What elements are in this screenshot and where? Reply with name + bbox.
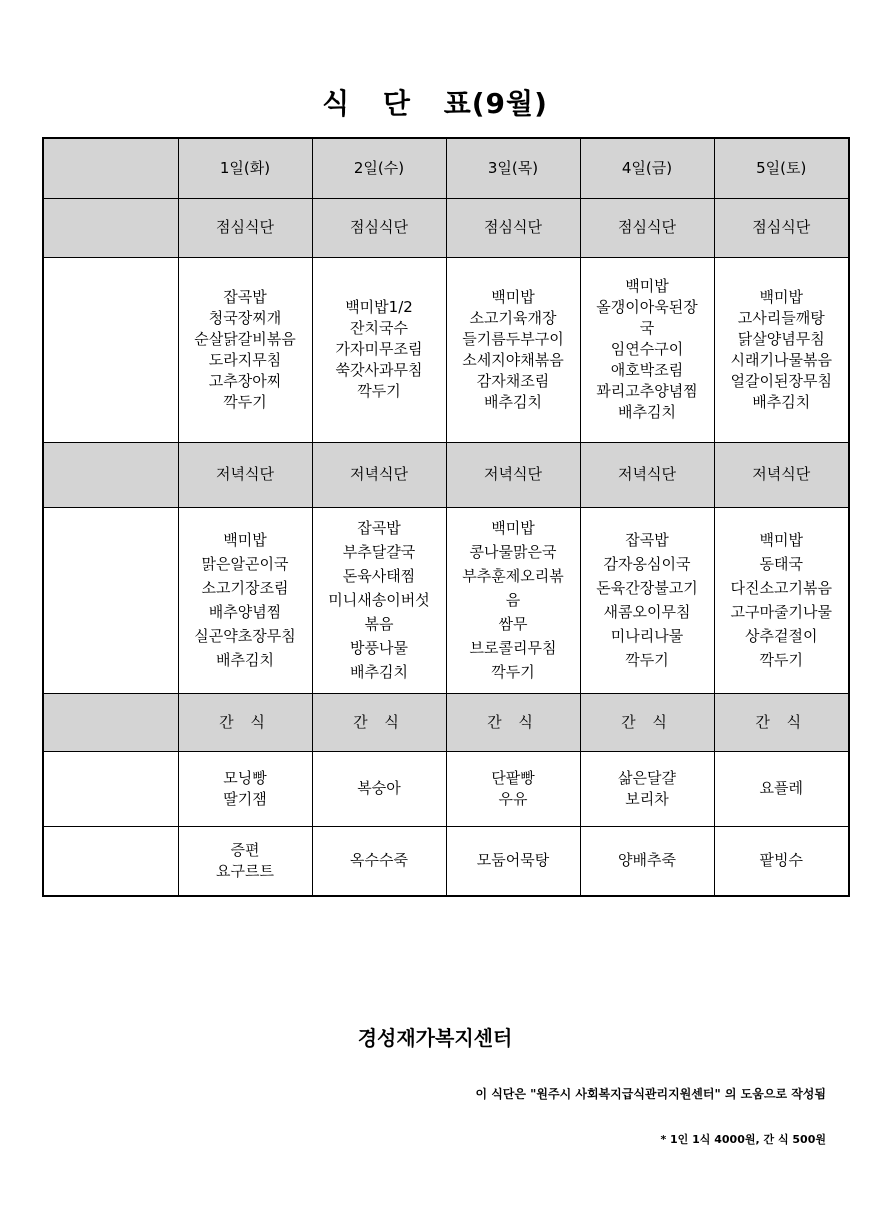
menu-item: 쑥갓사과무침 xyxy=(335,361,423,379)
menu-item: 잡곡밥 xyxy=(223,287,267,306)
menu-item: 꽈리고추양념찜 xyxy=(596,382,698,400)
menu-item: 백미밥 xyxy=(491,287,535,306)
menu-item: 소고기육개장 xyxy=(469,308,557,327)
snack-label: 간 식 xyxy=(446,693,580,751)
menu-item: 다진소고기볶음 xyxy=(730,579,832,597)
menu-item: 올갱이아욱된장 xyxy=(596,298,698,316)
snack-cell xyxy=(446,826,580,896)
menu-item: 모닝빵 xyxy=(223,768,267,787)
menu-item: 브로콜리무침 xyxy=(469,639,557,657)
snack-cell xyxy=(312,826,446,896)
menu-item: 순살닭갈비볶음 xyxy=(194,329,296,348)
menu-item: 감자채조림 xyxy=(476,371,550,390)
menu-item: 배추양념찜 xyxy=(208,603,282,621)
dinner-label: 저녁식단 xyxy=(714,442,849,507)
menu-item: 미나리나물 xyxy=(610,627,684,645)
menu-item: 고추장아찌 xyxy=(208,371,282,390)
row-label-cell xyxy=(43,751,178,826)
menu-item: 딸기잼 xyxy=(223,789,267,808)
lunch-menu-row xyxy=(43,257,849,442)
menu-item: 임연수구이 xyxy=(610,340,684,358)
menu-item: 소고기장조림 xyxy=(201,579,289,597)
menu-item: 쌈무 xyxy=(498,615,528,633)
menu-item: 실곤약초장무침 xyxy=(194,627,296,645)
menu-item: 백미밥 xyxy=(759,531,803,549)
menu-item: 부추훈제오리볶 xyxy=(462,567,564,585)
snack-cell xyxy=(580,751,714,826)
menu-item: 잡곡밥 xyxy=(625,531,669,549)
snack-cell xyxy=(714,826,849,896)
menu-item: 배추김치 xyxy=(350,663,408,681)
page-title: 식 단 표(9월) xyxy=(322,87,548,120)
dinner-menu-cell xyxy=(312,507,446,693)
lunch-menu-cell xyxy=(312,257,446,442)
day-header: 2일(수) xyxy=(312,138,446,198)
lunch-label: 점심식단 xyxy=(714,198,849,257)
menu-item: 우유 xyxy=(498,789,528,808)
menu-item: 배추김치 xyxy=(484,392,542,411)
menu-item: 깍두기 xyxy=(223,392,267,411)
day-header: 4일(금) xyxy=(580,138,714,198)
snack-label: 간 식 xyxy=(580,693,714,751)
lunch-menu-cell xyxy=(178,257,312,442)
menu-item: 단팥빵 xyxy=(491,768,535,787)
menu-item: 백미밥 xyxy=(491,519,535,537)
lunch-menu-cell xyxy=(446,257,580,442)
snack-cell xyxy=(580,826,714,896)
menu-item: 새콤오이무침 xyxy=(603,603,691,621)
menu-item: 들기름두부구이 xyxy=(462,329,564,348)
menu-item: 애호박조림 xyxy=(610,361,684,379)
menu-item: 부추달걀국 xyxy=(342,543,416,561)
menu-item: 방풍나물 xyxy=(350,639,408,657)
menu-item: 상추겉절이 xyxy=(745,627,818,645)
dinner-label: 저녁식단 xyxy=(178,442,312,507)
snack-cell xyxy=(714,751,849,826)
dinner-label-row xyxy=(43,442,849,507)
menu-item: 고사리들깨탕 xyxy=(737,308,825,327)
menu-item: 깍두기 xyxy=(491,663,535,681)
menu-item: 복숭아 xyxy=(357,779,401,797)
menu-item: 맑은알곤이국 xyxy=(201,555,289,573)
snack-row-1 xyxy=(43,751,849,826)
menu-item: 국 xyxy=(639,319,655,337)
dinner-label: 저녁식단 xyxy=(446,442,580,507)
menu-item: 잡곡밥 xyxy=(357,519,401,537)
day-header-row xyxy=(43,138,849,198)
menu-item: 감자옹심이국 xyxy=(603,555,691,573)
menu-item: 깍두기 xyxy=(625,651,669,669)
snack-cell xyxy=(178,826,312,896)
center-name: 경성재가복지센터 xyxy=(357,1026,513,1050)
lunch-label: 점심식단 xyxy=(580,198,714,257)
row-label-cell xyxy=(43,507,178,693)
dinner-menu-cell xyxy=(714,507,849,693)
menu-item: 요플레 xyxy=(759,779,803,797)
row-label-cell xyxy=(43,198,178,257)
snack-cell xyxy=(446,751,580,826)
dinner-label: 저녁식단 xyxy=(312,442,446,507)
snack-cell xyxy=(312,751,446,826)
price-note: * 1인 1식 4000원, 간 식 500원 xyxy=(660,1133,826,1146)
menu-item: 소세지야채볶음 xyxy=(462,350,564,369)
snack-label: 간 식 xyxy=(312,693,446,751)
menu-item: 백미밥 xyxy=(759,287,803,306)
menu-item: 백미밥 xyxy=(223,531,267,549)
lunch-label: 점심식단 xyxy=(312,198,446,257)
lunch-menu-cell xyxy=(714,257,849,442)
menu-item: 가자미무조림 xyxy=(335,340,423,358)
menu-item: 얼갈이된장무침 xyxy=(730,371,832,390)
row-label-cell xyxy=(43,693,178,751)
menu-item: 잔치국수 xyxy=(350,319,408,337)
menu-item: 깍두기 xyxy=(759,651,803,669)
menu-item: 모둠어묵탕 xyxy=(476,851,550,870)
source-note: 이 식단은 "원주시 사회복지급식관리지원센터" 의 도움으로 작성됨 xyxy=(475,1087,826,1101)
menu-item: 돈육간장불고기 xyxy=(596,579,698,597)
day-header: 3일(목) xyxy=(446,138,580,198)
menu-table xyxy=(42,137,850,897)
menu-item: 고구마줄기나물 xyxy=(730,603,832,621)
menu-item: 요구르트 xyxy=(216,861,274,880)
menu-item: 닭살양념무침 xyxy=(737,329,825,348)
day-header: 5일(토) xyxy=(714,138,849,198)
dinner-menu-cell xyxy=(178,507,312,693)
dinner-menu-row xyxy=(43,507,849,693)
row-label-cell xyxy=(43,442,178,507)
menu-item: 옥수수죽 xyxy=(350,851,408,870)
menu-item: 미니새송이버섯 xyxy=(328,591,430,609)
menu-item: 백미밥1/2 xyxy=(345,298,413,316)
snack-label: 간 식 xyxy=(178,693,312,751)
lunch-label-row xyxy=(43,198,849,257)
snack-label-row xyxy=(43,693,849,751)
menu-item: 백미밥 xyxy=(625,277,669,295)
menu-item: 음 xyxy=(505,591,521,609)
menu-item: 볶음 xyxy=(364,615,394,633)
menu-item: 배추김치 xyxy=(618,403,676,421)
corner-cell xyxy=(43,138,178,198)
dinner-menu-cell xyxy=(580,507,714,693)
menu-item: 청국장찌개 xyxy=(208,308,282,327)
dinner-label: 저녁식단 xyxy=(580,442,714,507)
menu-item: 콩나물맑은국 xyxy=(469,543,557,561)
row-label-cell xyxy=(43,826,178,896)
row-label-cell xyxy=(43,257,178,442)
lunch-menu-cell xyxy=(580,257,714,442)
menu-item: 배추김치 xyxy=(216,651,274,669)
snack-label: 간 식 xyxy=(714,693,849,751)
menu-item: 도라지무침 xyxy=(208,350,282,369)
menu-item: 동태국 xyxy=(759,555,803,573)
lunch-label: 점심식단 xyxy=(446,198,580,257)
menu-item: 보리차 xyxy=(625,789,669,808)
menu-item: 양배추죽 xyxy=(618,851,676,870)
menu-item: 삶은달걀 xyxy=(618,768,676,787)
lunch-label: 점심식단 xyxy=(178,198,312,257)
snack-row-2 xyxy=(43,826,849,896)
dinner-menu-cell xyxy=(446,507,580,693)
menu-item: 돈육사태찜 xyxy=(342,567,416,585)
snack-cell xyxy=(178,751,312,826)
menu-item: 깍두기 xyxy=(357,382,401,400)
menu-item: 증편 xyxy=(230,840,260,859)
menu-item: 시래기나물볶음 xyxy=(730,350,832,369)
menu-item: 팥빙수 xyxy=(759,851,803,870)
day-header: 1일(화) xyxy=(178,138,312,198)
menu-item: 배추김치 xyxy=(752,392,811,411)
